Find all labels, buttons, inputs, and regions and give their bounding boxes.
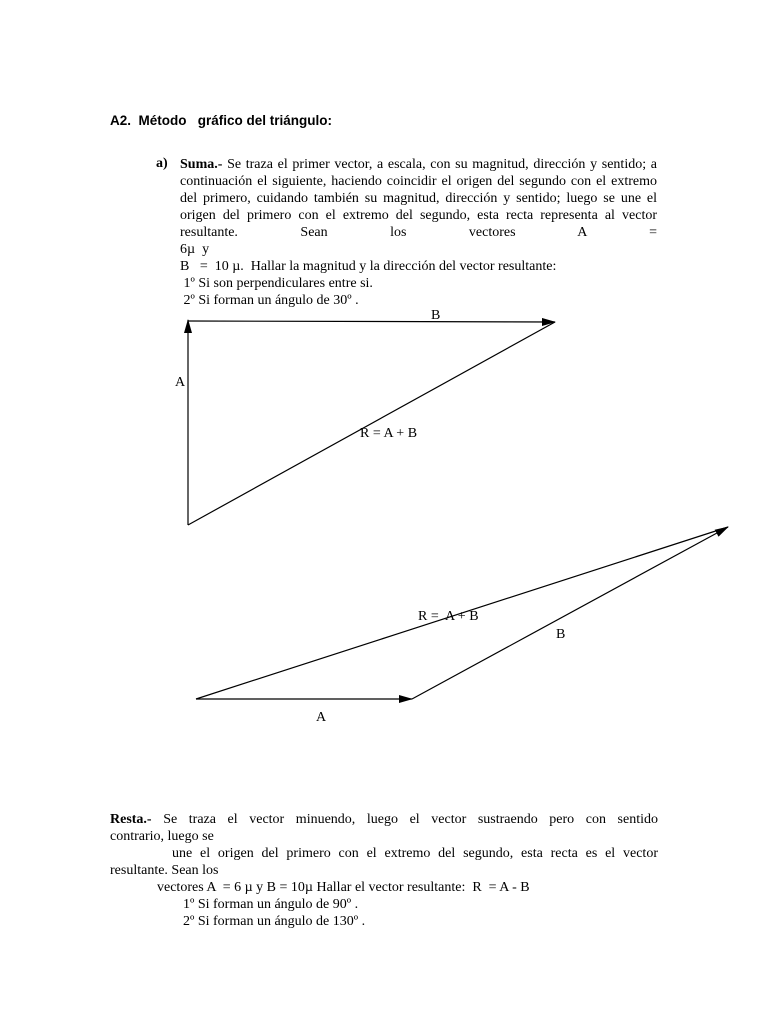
resta-title: Resta.- <box>110 812 152 827</box>
resta-line-2: contrario, luego se <box>110 829 214 844</box>
resta-line-3: une el origen del primero con el extremo del segundo, esta recta es el vector <box>172 846 658 861</box>
resta-paragraph <box>110 811 658 930</box>
diagram2-label-a: A <box>316 710 327 725</box>
suma-line-3: B = 10 µ. Hallar la magnitud y la dirección del vector resultante: <box>180 259 557 274</box>
resta-line-1-text: Se traza el vector minuendo, luego el vector sustraendo pero con sentido <box>151 812 658 827</box>
diagram1-label-r: R = A + B <box>360 426 418 441</box>
resta-line-4: resultante. Sean los <box>110 863 219 878</box>
vector-r-1 <box>188 322 555 525</box>
resta-case-2: 2º Si forman un ángulo de 130º . <box>183 914 366 929</box>
resta-line-5: vectores A = 6 µ y B = 10µ Hallar el vector resultante: R = A - B <box>157 880 530 895</box>
list-marker: a) <box>156 156 168 171</box>
suma-title: Suma.- <box>180 157 223 172</box>
diagram1-label-a: A <box>175 375 186 390</box>
resta-case-1: 1º Si forman un ángulo de 90º . <box>183 897 359 912</box>
suma-line-2: 6µ y <box>180 242 210 257</box>
diagram2-label-b: B <box>556 627 566 642</box>
suma-text: Se traza el primer vector, a escala, con su magnitud, dirección y sentido; a continuación el siguiente, haciendo coincidir el origen del segundo con el extremo del primero, cuidando también su magnitud, dirección y sentido; luego se une el origen del primero con el extremo del segundo, esta recta representa al vector resultante. Sean los vectores A = <box>180 157 657 240</box>
suma-case-2: 2º Si forman un ángulo de 30º . <box>180 293 359 308</box>
section-heading: A2. Método gráfico del triángulo: <box>110 113 333 128</box>
diagram2-label-r: R = A + B <box>418 609 479 624</box>
suma-case-1: 1º Si son perpendiculares entre si. <box>180 276 373 291</box>
resta-line-1 <box>110 811 658 828</box>
triangle-diagram-1 <box>188 320 555 525</box>
vector-b-1 <box>188 321 555 322</box>
diagram1-label-b: B <box>431 308 441 323</box>
